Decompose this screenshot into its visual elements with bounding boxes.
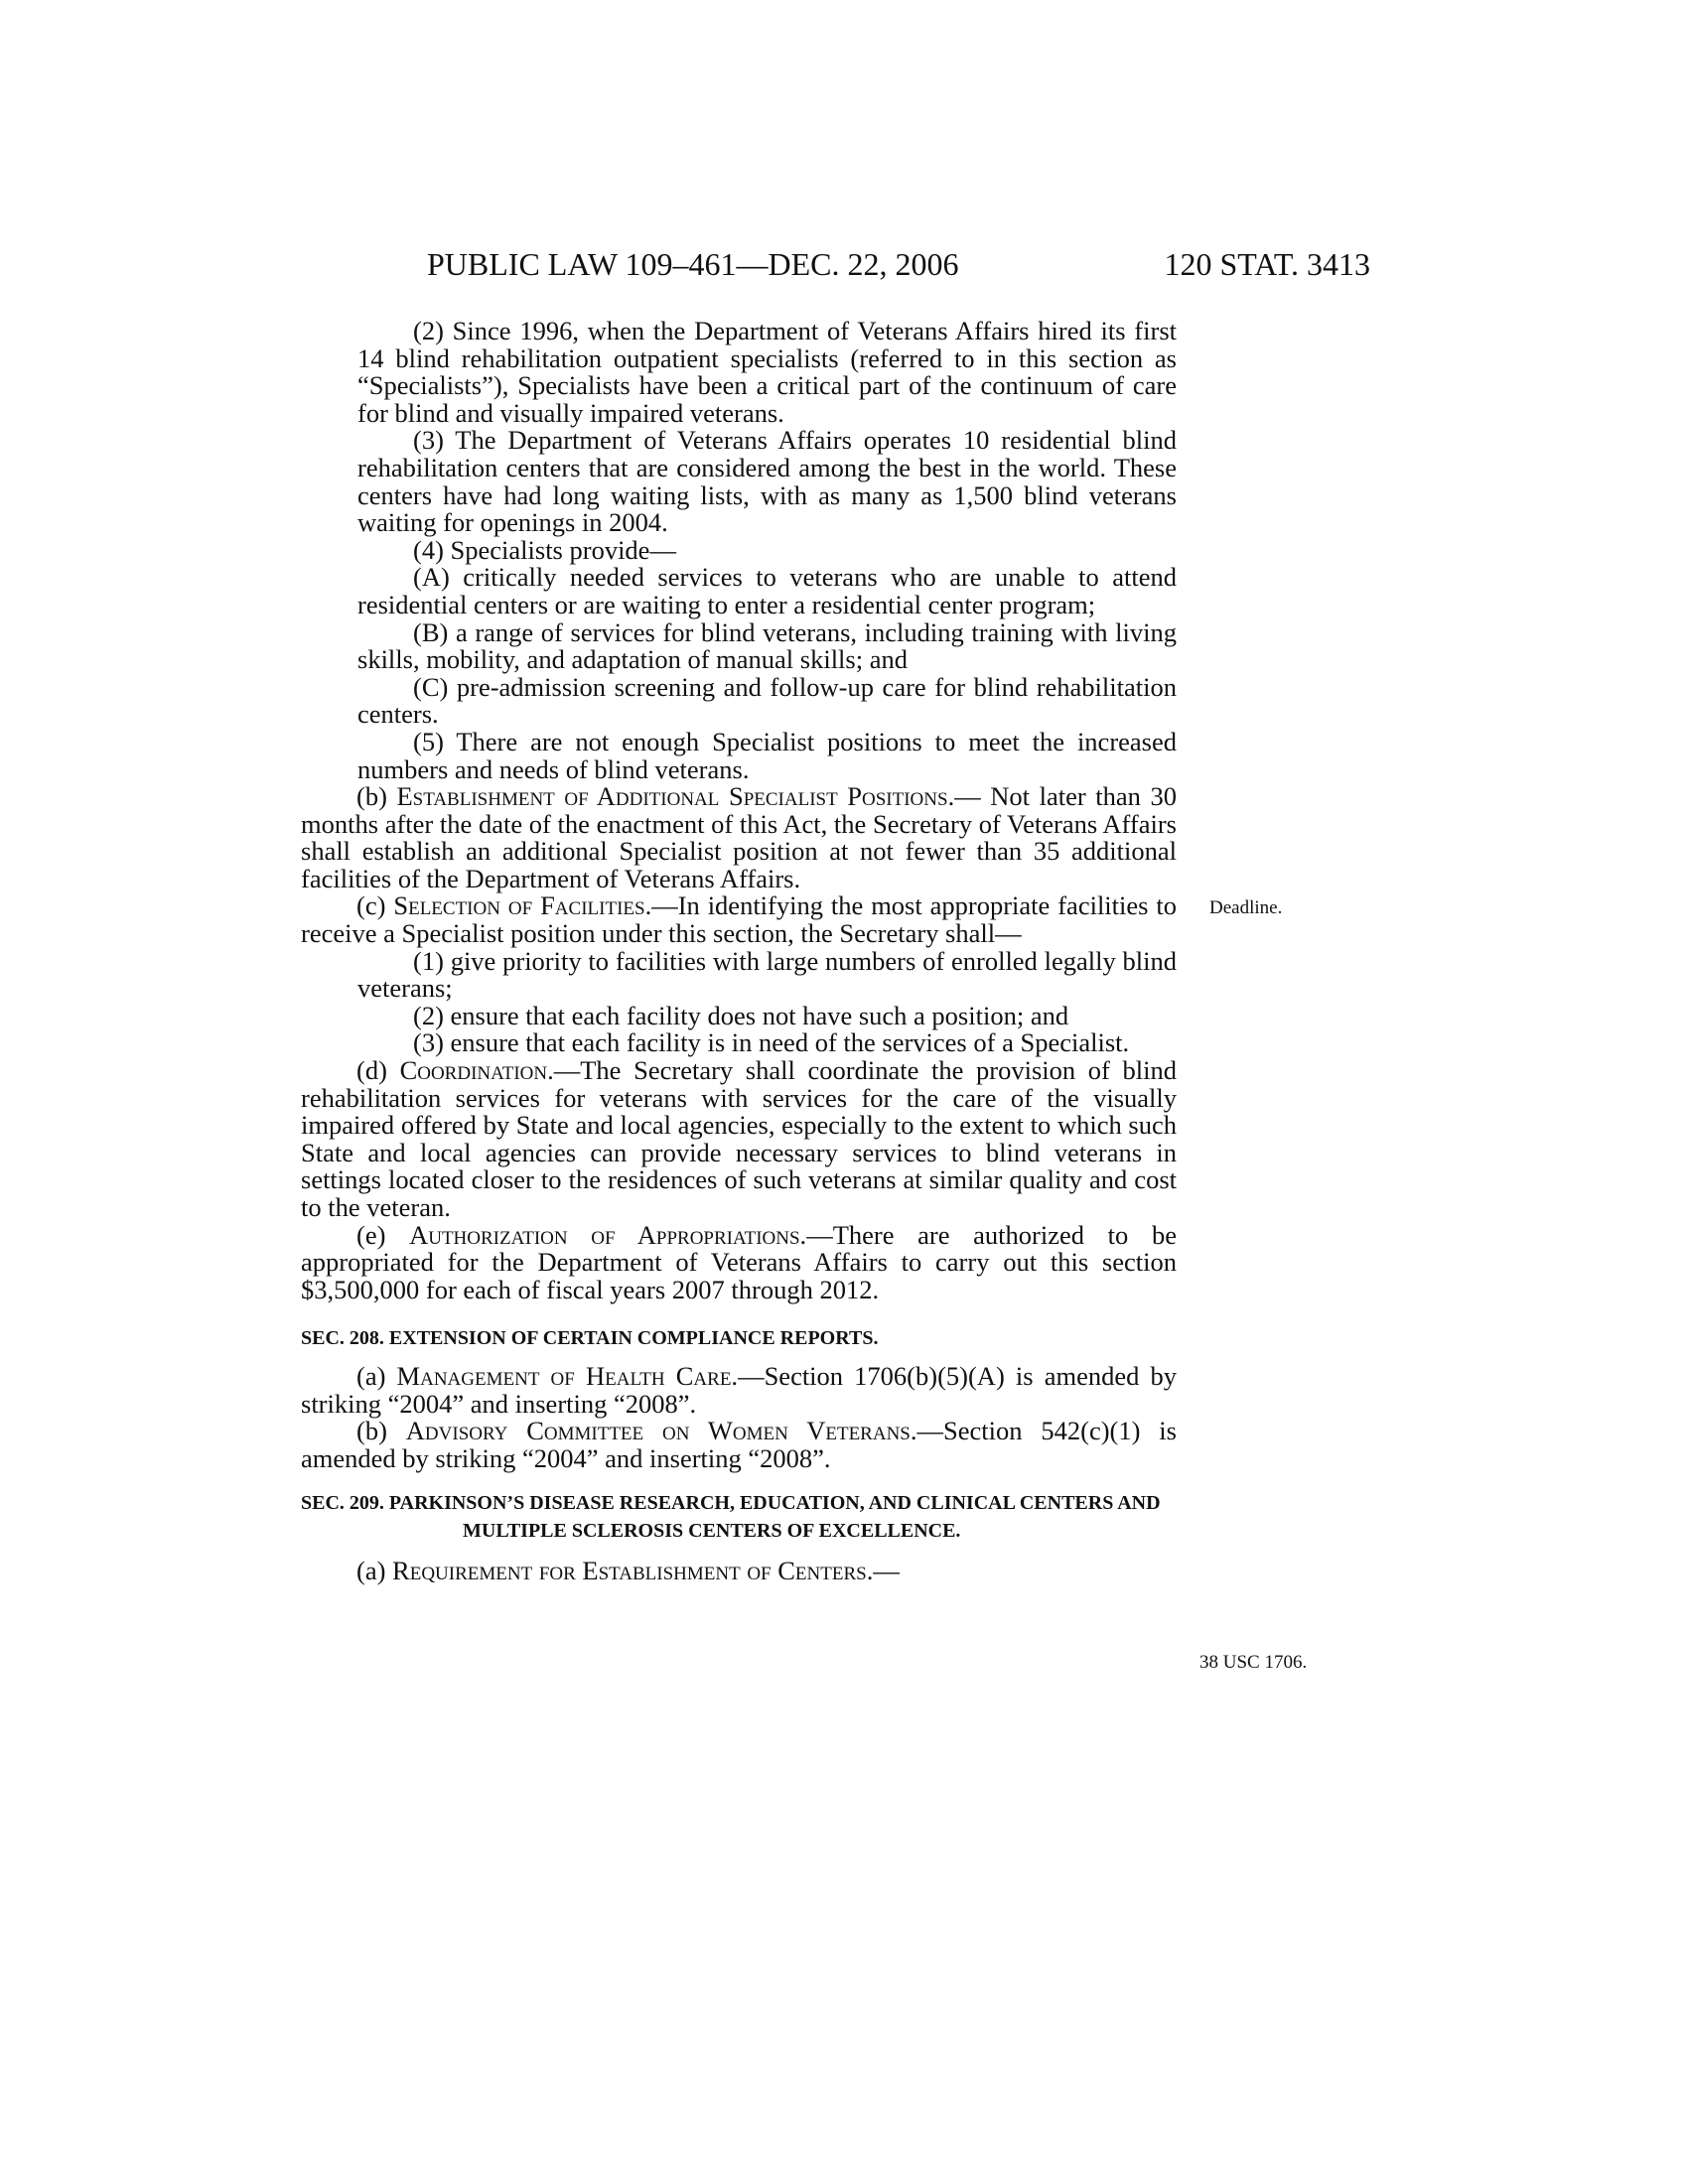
subsection-c-item-1: (1) give priority to facilities with large numbers of enrolled legally blind veterans;	[357, 945, 1177, 1004]
section-209-heading: SEC. 209. PARKINSON’S DISEASE RESEARCH, EDUCATION, AND CLINICAL CENTERS AND MULTIPLE SCLEROSIS CENTERS OF EXCELLENCE.	[301, 1492, 1161, 1542]
section-208-b	[301, 1418, 1177, 1472]
margin-note-usc: 38 USC 1706.	[1199, 1652, 1308, 1673]
subsection-e-label: (e)	[356, 1219, 410, 1250]
subsection-d	[301, 1057, 1177, 1222]
subsection-b-heading: Establishment of Additional Specialist Positions.	[396, 781, 955, 812]
section-208-b-text: —Section 542(c)(1) is amended by striking “2004” and inserting “2008”.	[301, 1416, 1177, 1473]
finding-5: (5) There are not enough Specialist positions to meet the increased numbers and needs of blind veterans.	[357, 726, 1177, 784]
section-209-a	[301, 1555, 1177, 1585]
subsection-e	[301, 1219, 1177, 1304]
subsection-b	[301, 783, 1177, 892]
finding-4: (4) Specialists provide—	[413, 534, 676, 565]
subsection-c-label: (c)	[356, 890, 394, 921]
document-body	[301, 318, 1177, 1584]
subsection-b-text: — Not later than 30 months after the date of the enactment of this Act, the Secretary of Veterans Affairs shall establish an additional Specialist position at not fewer than 35 additional facilities of the Department of Veterans Affairs.	[301, 781, 1177, 893]
subsection-c-item-2: (2) ensure that each facility does not have such a position; and	[413, 1000, 1069, 1030]
subsection-c-heading: Selection of Facilities.	[393, 890, 652, 921]
finding-4a: (A) critically needed services to veterans who are unable to attend residential centers or are waiting to enter a residential center program;	[357, 562, 1177, 619]
subsection-e-text: —There are authorized to be appropriated for the Department of Veterans Affairs to carry out this section $3,500,000 for each of fiscal years 2007 through 2012.	[301, 1219, 1177, 1304]
subsection-d-heading: Coordination.	[399, 1055, 554, 1086]
page-title: PUBLIC LAW 109–461—DEC. 22, 2006	[427, 246, 959, 282]
section-208-heading: SEC. 208. EXTENSION OF CERTAIN COMPLIANCE REPORTS.	[301, 1327, 879, 1350]
page-number: 120 STAT. 3413	[1164, 246, 1370, 282]
subsection-d-text: —The Secretary shall coordinate the provision of blind rehabilitation services for veterans with services for the care of the visually impaired offered by State and local agencies, especially to the extent to which such State and local agencies can provide necessary services to blind veterans in settings located closer to the residences of such veterans at similar quality and cost to the veteran.	[301, 1055, 1177, 1222]
subsection-c-text: —In identifying the most appropriate facilities to receive a Specialist position under this section, the Secretary shall—	[301, 890, 1177, 949]
section-208-b-heading: Advisory Committee on Women Veterans.	[405, 1416, 917, 1446]
subsection-b-label: (b)	[356, 781, 397, 812]
subsection-e-heading: Authorization of Appropriations.	[409, 1219, 807, 1250]
finding-3: (3) The Department of Veterans Affairs operates 10 residential blind rehabilitation centers that are considered among the best in the world. These centers have had long waiting lists, with as many as 1,500 blind veterans waiting for openings in 2004.	[357, 425, 1177, 538]
section-208-a	[301, 1360, 1177, 1419]
finding-4c: (C) pre-admission screening and follow-up care for blind rehabilitation centers.	[357, 671, 1177, 730]
section-209-a-label: (a)	[356, 1555, 393, 1585]
section-208-a-label: (a)	[356, 1360, 397, 1391]
finding-4b: (B) a range of services for blind veterans, including training with living skills, mobility, and adaptation of manual skills; and	[357, 616, 1177, 675]
subsection-d-label: (d)	[356, 1055, 400, 1086]
section-208-a-text: —Section 1706(b)(5)(A) is amended by striking “2004” and inserting “2008”.	[301, 1360, 1177, 1419]
subsection-c-item-3: (3) ensure that each facility is in need of the services of a Specialist.	[413, 1027, 1130, 1058]
running-header	[427, 244, 1370, 284]
section-208-a-heading: Management of Health Care.	[396, 1360, 739, 1391]
margin-note-deadline: Deadline.	[1209, 897, 1283, 918]
finding-2: (2) Since 1996, when the Department of Veterans Affairs hired its first 14 blind rehabilitation outpatient specialists (referred to in this section as “Specialists”), Specialists have been a critical part of the continuum of care for blind and visually impaired veterans.	[357, 316, 1177, 428]
subsection-c	[301, 892, 1177, 947]
section-208-b-label: (b)	[356, 1416, 406, 1446]
section-209-a-heading: Requirement for Establishment of Centers.	[392, 1555, 874, 1585]
section-209-a-text: —	[873, 1555, 900, 1585]
